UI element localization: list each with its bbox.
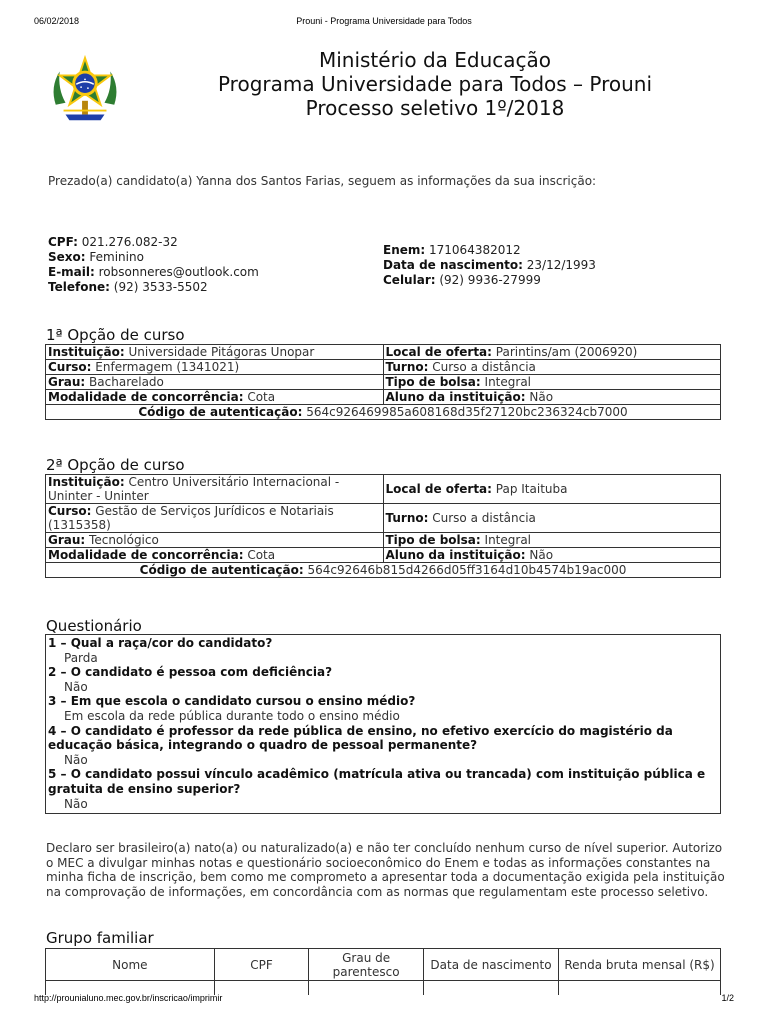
option1-modalidade: Modalidade de concorrência: Cota	[46, 390, 384, 405]
enem-value: 171064382012	[429, 243, 521, 257]
page-number: 1/2	[721, 993, 734, 1003]
option2-modalidade: Modalidade de concorrência: Cota	[46, 548, 384, 563]
question-5: 5 – O candidato possui vínculo acadêmico (matrícula ativa ou trancada) com instituição pública e gratuita de ensino superior?	[48, 767, 706, 796]
answer-3: Em escola da rede pública durante todo o ensino médio	[64, 708, 400, 723]
document-title	[130, 48, 740, 120]
option2-local: Local de oferta: Pap Itaituba	[383, 475, 721, 504]
questionnaire-title: Questionário	[46, 617, 142, 635]
candidate-info-right	[383, 243, 596, 288]
answer-5: Não	[64, 796, 88, 811]
telefone-value: (92) 3533-5502	[113, 280, 208, 294]
family-col-renda: Renda bruta mensal (R$)	[559, 949, 721, 981]
option2-turno: Turno: Curso a distância	[383, 504, 721, 533]
sexo-value: Feminino	[89, 250, 144, 264]
ministry-name: Ministério da Educação	[318, 48, 552, 72]
candidate-info-left	[48, 235, 259, 295]
option2-aluno: Aluno da instituição: Não	[383, 548, 721, 563]
email-label: E-mail:	[48, 265, 95, 279]
questionnaire-box	[46, 635, 721, 814]
option1-codigo: Código de autenticação: 564c926469985a608168d35f27120bc236324cb7000	[46, 405, 721, 420]
family-table	[45, 948, 721, 995]
answer-1: Parda	[64, 650, 98, 665]
option1-table	[45, 344, 721, 420]
print-date: 06/02/2018	[34, 16, 80, 26]
questionnaire-table	[45, 634, 721, 814]
cpf-value: 021.276.082-32	[81, 235, 178, 249]
option1-title: 1ª Opção de curso	[46, 326, 185, 344]
family-col-grau: Grau de parentesco	[309, 949, 424, 981]
sexo-label: Sexo:	[48, 250, 86, 264]
answer-2: Não	[64, 679, 88, 694]
option1-grau: Grau: Bacharelado	[46, 375, 384, 390]
question-4: 4 – O candidato é professor da rede pública de ensino, no efetivo exercício do magistério da educação básica, integrando o quadro de pessoal permanente?	[48, 723, 673, 753]
option2-table	[45, 474, 721, 578]
intro-text: Prezado(a) candidato(a) Yanna dos Santos Farias, seguem as informações da sua inscrição:	[48, 174, 597, 188]
print-footer	[0, 993, 768, 1007]
option2-instituicao: Instituição: Centro Universitário Internacional - Uninter - Uninter	[46, 475, 384, 504]
email-value: robsonneres@outlook.com	[98, 265, 259, 279]
selection-process: Processo seletivo 1º/2018	[305, 96, 565, 120]
answer-4: Não	[64, 752, 88, 767]
celular-label: Celular:	[383, 273, 436, 287]
nascimento-value: 23/12/1993	[526, 258, 596, 272]
enem-label: Enem:	[383, 243, 426, 257]
cpf-label: CPF:	[48, 235, 78, 249]
celular-value: (92) 9936-27999	[439, 273, 541, 287]
option1-turno: Turno: Curso a distância	[383, 360, 721, 375]
print-url: http://prounialuno.mec.gov.br/inscricao/imprimir	[34, 993, 223, 1003]
option2-bolsa: Tipo de bolsa: Integral	[383, 533, 721, 548]
option2-grau: Grau: Tecnológico	[46, 533, 384, 548]
question-2: 2 – O candidato é pessoa com deficiência?	[48, 665, 333, 680]
option2-codigo: Código de autenticação: 564c92646b815d4266d05ff3164d10b4574b19ac000	[46, 563, 721, 578]
family-col-cpf: CPF	[214, 949, 309, 981]
question-1: 1 – Qual a raça/cor do candidato?	[48, 636, 273, 650]
option1-aluno: Aluno da instituição: Não	[383, 390, 721, 405]
family-col-nascimento: Data de nascimento	[424, 949, 559, 981]
telefone-label: Telefone:	[48, 280, 110, 294]
program-name: Programa Universidade para Todos – Prouni	[217, 72, 653, 96]
option1-curso: Curso: Enfermagem (1341021)	[46, 360, 384, 375]
family-col-nome: Nome	[46, 949, 215, 981]
option2-curso: Curso: Gestão de Serviços Jurídicos e Notariais (1315358)	[46, 504, 384, 533]
print-header	[0, 16, 768, 30]
declaration-text: Declaro ser brasileiro(a) nato(a) ou naturalizado(a) e não ter concluído nenhum curso de nível superior. Autorizo o MEC a divulgar minhas notas e questionário socioeconômico do Enem e todas as informações constantes na minha ficha de inscrição, bem como me comprometo a apresentar toda a documentação exigida pela instituição na comprovação de informações, em concordância com as normas que regulamentam este processo seletivo.	[46, 841, 725, 899]
brazil-coat-of-arms-icon	[46, 54, 124, 132]
option1-local: Local de oferta: Parintins/am (2006920)	[383, 345, 721, 360]
option1-instituicao: Instituição: Universidade Pitágoras Unopar	[46, 345, 384, 360]
family-title: Grupo familiar	[46, 929, 154, 947]
print-title: Prouni - Programa Universidade para Todos	[296, 16, 472, 26]
nascimento-label: Data de nascimento:	[383, 258, 523, 272]
question-3: 3 – Em que escola o candidato cursou o ensino médio?	[48, 694, 416, 709]
option2-title: 2ª Opção de curso	[46, 456, 185, 474]
option1-bolsa: Tipo de bolsa: Integral	[383, 375, 721, 390]
